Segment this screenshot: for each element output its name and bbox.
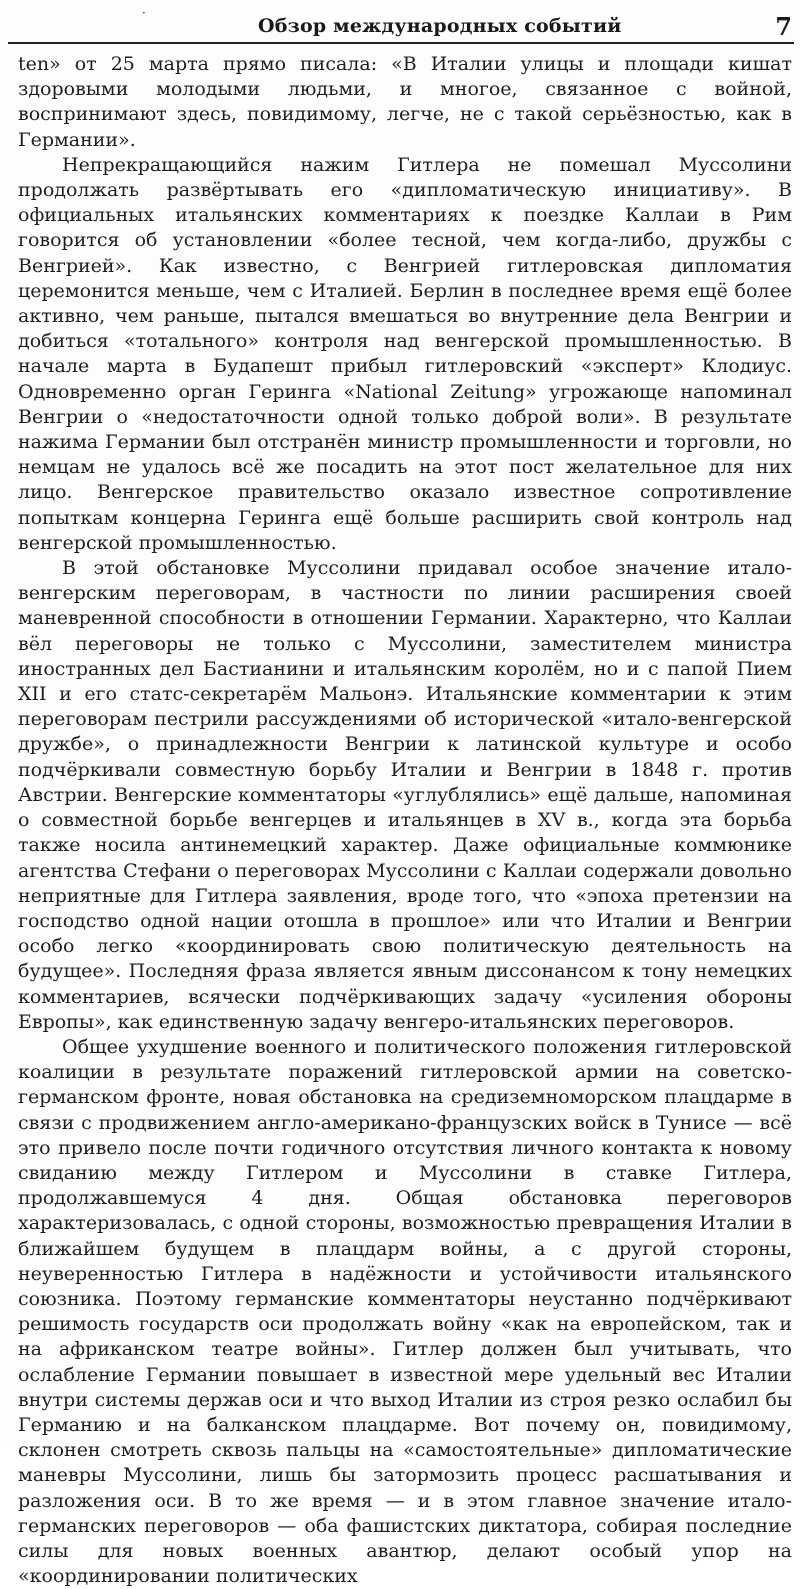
running-title: Обзор международных событий bbox=[258, 15, 622, 37]
paragraph-3: В этой обстановке Муссолини придавал особое значение итало-венгерским переговорам, в частности по линии расширения своей маневренной способности в отношении Германии. Характерно, что Каллаи вёл переговоры не только с Муссолини, заместителем министра иностранных дел Бастианини и итальянским королём, но и с папой Пием XII и его статс-секретарём Мальонэ. Итальянские комментарии к этим переговорам пестрили рассуждениями об исторической «итало-венгерской дружбе», о принадлежности Венгрии к латинской культуре и особо подчёркивали совместную борьбу Италии и Венгрии в 1848 г. против Австрии. Венгерские комментаторы «углублялись» ещё дальше, напоминая о совместной борьбе венгерцев и итальянцев в XV в., когда эта борьба также носила антинемецкий характер. Даже официальные коммюнике агентства Стефани о переговорах Муссолини с Каллаи содержали довольно неприятные для Гитлера заявления, вроде того, что «эпоха претензии на господство одной нации отошла в прошлое» или что Италии и Венгрии особо легко «координировать свою политическую деятельность на будущее». Последняя фраза является явным диссонансом к тону немецких комментариев, всячески подчёркивающих задачу «усиления обороны Европы», как единственную задачу венгеро-итальянских переговоров. bbox=[18, 557, 792, 1033]
paragraph-4: Общее ухудшение военного и политического положения гитлеровской коалиции в результате поражений гитлеровской армии на советско-германском фронте, новая обстановка на средиземноморском плацдарме в связи с продвижением англо-американо-французских войск в Тунисе — всё это привело после почти годичного отсутствия личного контакта к новому свиданию между Гитлером и Муссолини в ставке Гитлера, продолжавшемуся 4 дня. Общая обстановка переговоров характеризовалась, с одной стороны, возможностью превращения Италии в ближайшем будущем в плацдарм войны, а с другой стороны, неуверенностью Гитлера в надёжности и устойчивости итальянского союзника. Поэтому германские комментаторы неустанно подчёркивают решимость государств оси продолжать войну «как на европейском, так и на африканском театре войны». Гитлер должен был учитывать, что ослабление Германии повышает в известной мере удельный вес Италии внутри системы держав оси и что выход Италии из строя резко ослабил бы Германию и на балканском плацдарме. Вот почему он, повидимому, склонен смотреть сквозь пальцы на «самостоятельные» дипломатические маневры Муссолини, лишь бы затормозить процесс расшатывания и разложения оси. В то же время — и в этом главное значение итало-германских переговоров — оба фашистских диктатора, собирая последние силы для новых военных авантюр, делают особый упор на «координировании политических bbox=[18, 1035, 792, 1588]
paragraph-2: Непрекращающийся нажим Гитлера не помешал Муссолини продолжать развёртывать его «дипломатическую инициативу». В официальных итальянских комментариях к поездке Каллаи в Рим говорится об установлении «более тесной, чем когда-либо, дружбы с Венгрией». Как известно, с Венгрией гитлеровская дипломатия церемонится меньше, чем с Италией. Берлин в последнее время ещё более активно, чем раньше, пытался вмешаться во внутренние дела Венгрии и добиться «тотального» контроля над венгерской промышленностью. В начале марта в Будапешт прибыл гитлеровский «эксперт» Клодиус. Одновременно орган Геринга «National Zeitung» угрожающе напоминал Венгрии о «недостаточности одной только доброй воли». В результате нажима Германии был отстранён министр промышленности и торговли, но немцам не удалось всё же посадить на этот пост желательное для них лицо. Венгерское правительство оказало известное сопротивление попыткам концерна Геринга ещё больше расширить свой контроль над венгерской промышленностью. bbox=[18, 153, 792, 554]
paragraph-1: ten» от 25 марта прямо писала: «В Италии улицы и площади кишат здоровыми молодыми людьми, и многое, связанное с войной, воспринимают здесь, повидимому, легче, не с такой серьёзностью, как в Германии». bbox=[18, 53, 792, 151]
print-speck: · bbox=[142, 6, 146, 20]
running-header bbox=[8, 14, 794, 44]
page-number: 7 bbox=[775, 12, 792, 41]
body-text bbox=[18, 52, 792, 1589]
